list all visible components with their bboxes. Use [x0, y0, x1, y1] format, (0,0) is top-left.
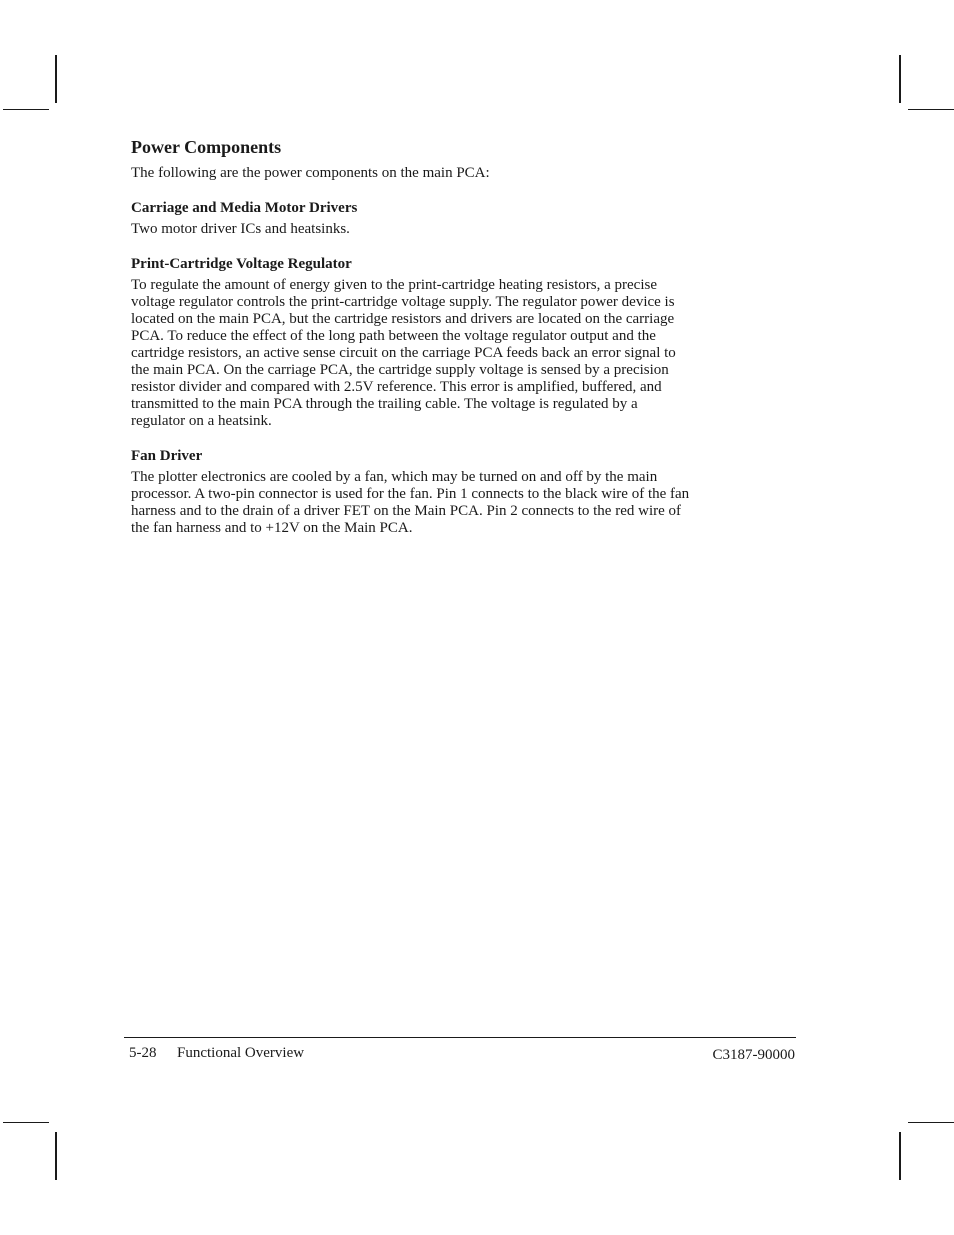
crop-mark-top-right-horizontal: [908, 109, 954, 110]
crop-mark-top-left-horizontal: [3, 109, 49, 110]
intro-paragraph: The following are the power components on the main PCA:: [131, 165, 490, 181]
section-heading: Print-Cartridge Voltage Regulator: [131, 256, 352, 272]
footer-chapter-title: Functional Overview: [177, 1045, 305, 1061]
crop-mark-top-right-vertical: [899, 55, 901, 103]
page-content: [131, 136, 811, 537]
section-body: [131, 469, 811, 537]
section-body: [131, 277, 811, 430]
section-fan-driver: [131, 448, 811, 537]
crop-mark-bottom-right-horizontal: [908, 1122, 954, 1123]
text-line: PCA. To reduce the effect of the long path between the voltage regulator output and the: [131, 328, 656, 344]
text-line: located on the main PCA, but the cartridge resistors and drivers are located on the carriage: [131, 311, 675, 327]
section-voltage-regulator: [131, 256, 811, 430]
text-line: transmitted to the main PCA through the trailing cable. The voltage is regulated by a: [131, 396, 638, 412]
text-line: harness and to the drain of a driver FET on the Main PCA. Pin 2 connects to the red wire of: [131, 503, 682, 519]
page-title: Power Components: [131, 137, 282, 157]
footer-document-number: C3187-90000: [712, 1047, 795, 1063]
section-motor-drivers: [131, 200, 811, 238]
text-line: cartridge resistors, an active sense circuit on the carriage PCA feeds back an error signal to: [131, 345, 676, 361]
text-line: The plotter electronics are cooled by a fan, which may be turned on and off by the main: [131, 469, 658, 485]
text-line: processor. A two-pin connector is used for the fan. Pin 1 connects to the black wire of the fan: [131, 486, 690, 502]
footer-divider: [124, 1037, 796, 1038]
text-line: regulator on a heatsink.: [131, 413, 272, 429]
crop-mark-bottom-right-vertical: [899, 1132, 901, 1180]
crop-mark-bottom-left-vertical: [55, 1132, 57, 1180]
text-line: the fan harness and to +12V on the Main PCA.: [131, 520, 413, 536]
section-heading: Fan Driver: [131, 448, 203, 464]
footer-page-number: 5-28: [129, 1045, 157, 1061]
text-line: the main PCA. On the carriage PCA, the cartridge supply voltage is sensed by a precision: [131, 362, 669, 378]
text-line: voltage regulator controls the print-cartridge voltage supply. The regulator power device is: [131, 294, 675, 310]
section-heading: Carriage and Media Motor Drivers: [131, 200, 358, 216]
crop-mark-bottom-left-horizontal: [3, 1122, 49, 1123]
text-line: resistor divider and compared with 2.5V reference. This error is amplified, buffered, and: [131, 379, 662, 395]
section-body: Two motor driver ICs and heatsinks.: [131, 221, 350, 237]
crop-mark-top-left-vertical: [55, 55, 57, 103]
text-line: To regulate the amount of energy given to the print-cartridge heating resistors, a precise: [131, 277, 657, 293]
